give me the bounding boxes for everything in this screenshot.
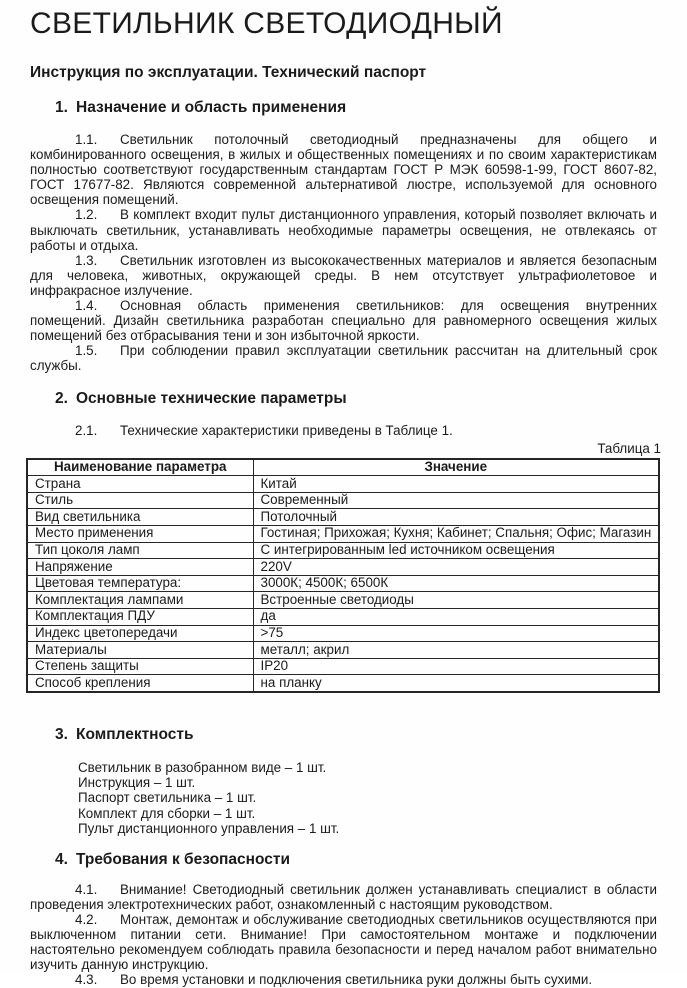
paragraph-number: 1.1. xyxy=(75,132,98,147)
table-row xyxy=(27,509,659,526)
table-header-value: Значение xyxy=(253,459,659,476)
table-row xyxy=(27,476,659,493)
value-cell: Гостиная; Прихожая; Кухня; Кабинет; Спальня; Офис; Магазин xyxy=(253,525,659,542)
paragraph-text: Внимание! Светодиодный светильник должен устанавливать специалист в области проведения электротехнических работ, ознакомленный с настоящим руководством. xyxy=(30,881,657,913)
table-row xyxy=(27,642,659,659)
table-row xyxy=(27,542,659,559)
paragraph-number: 1.5. xyxy=(75,343,98,359)
section-number: 2. xyxy=(55,389,68,407)
param-cell: Место применения xyxy=(27,525,253,542)
param-cell: Материалы xyxy=(27,642,253,659)
paragraph-number: 4.2. xyxy=(75,912,98,928)
table-caption: Таблица 1 xyxy=(597,440,661,456)
list-item: Светильник в разобранном виде – 1 шт. xyxy=(78,759,327,775)
table-row xyxy=(27,559,659,576)
paragraph-text: Светильник изготовлен из высококачественных материалов и является безопасным для человека, животных, окружающей среды. В нем отсутствует ультрафиолетовое и инфракрасное излучение. xyxy=(30,252,657,298)
table-row xyxy=(27,675,659,692)
paragraph-number: 4.1. xyxy=(75,881,98,897)
value-cell: >75 xyxy=(253,625,659,642)
paragraph-2-1 xyxy=(30,423,657,438)
paragraph-1-1 xyxy=(30,132,657,207)
table-header-parameter: Наименование параметра xyxy=(27,459,253,476)
paragraph-1-4 xyxy=(30,298,657,343)
paragraph-1-2 xyxy=(30,207,657,252)
param-cell: Индекс цветопередачи xyxy=(27,625,253,642)
list-item: Комплект для сборки – 1 шт. xyxy=(78,805,256,821)
section-title: Требования к безопасности xyxy=(76,850,291,868)
paragraph-text: При соблюдении правил эксплуатации светильник рассчитан на длительный срок службы. xyxy=(30,343,657,374)
value-cell: да xyxy=(253,608,659,625)
param-cell: Степень защиты xyxy=(27,658,253,675)
param-cell: Напряжение xyxy=(27,559,253,576)
paragraph-text: Во время установки и подключения светильника руки должны быть сухими. xyxy=(120,972,593,988)
section-4-body xyxy=(30,882,657,988)
section-title: Назначение и область применения xyxy=(76,99,347,116)
value-cell: 3000К; 4500К; 6500К xyxy=(253,575,659,592)
value-cell: С интегрированным led источником освещения xyxy=(253,542,659,559)
section-number: 1. xyxy=(55,99,68,116)
paragraph-text: Монтаж, демонтаж и обслуживание светодиодных светильников осуществляются при выключенном питании сети. Внимание! При самостоятельном монтаже и подключении настоятельно рекомендуем соблюдать правила безопасности и перед началом работ внимательно изучить данную инструкцию. xyxy=(30,912,657,973)
value-cell: Современный xyxy=(253,492,659,509)
paragraph-number: 1.3. xyxy=(75,252,98,268)
table-header-row xyxy=(27,459,659,476)
paragraph-1-3 xyxy=(30,253,657,298)
param-cell: Вид светильника xyxy=(27,509,253,526)
paragraph-number: 2.1. xyxy=(75,422,98,438)
document-title: СВЕТИЛЬНИК СВЕТОДИОДНЫЙ xyxy=(30,7,503,40)
table-row xyxy=(27,592,659,609)
section-title: Основные технические параметры xyxy=(76,389,347,407)
paragraph-text: В комплект входит пульт дистанционного управления, который позволяет включать и выключать светильник, устанавливать необходимые параметры освещения, не отвлекаясь от работы и отдыха. xyxy=(30,207,657,253)
table-row xyxy=(27,658,659,675)
document-subtitle: Инструкция по эксплуатации. Технический паспорт xyxy=(30,64,427,81)
paragraph-text: Технические характеристики приведены в Таблице 1. xyxy=(120,422,453,438)
param-cell: Комплектация ПДУ xyxy=(27,608,253,625)
param-cell: Цветовая температура: xyxy=(27,575,253,592)
table-row xyxy=(27,575,659,592)
table-row xyxy=(27,625,659,642)
paragraph-4-1 xyxy=(30,882,657,912)
value-cell: на планку xyxy=(253,675,659,692)
table-row xyxy=(27,608,659,625)
param-cell: Стиль xyxy=(27,492,253,509)
list-item: Пульт дистанционного управления – 1 шт. xyxy=(78,820,340,836)
paragraph-text: Светильник потолочный светодиодный предназначены для общего и комбинированного освещения, в жилых и общественных помещениях и по своим характеристикам полностью соответствуют государственным стандартам ГОСТ Р МЭК 60598-1-99, ГОСТ 8607-82, ГОСТ 17677-82. Являются современной альтернативой люстре, используемой для основного освещения помещений. xyxy=(30,132,657,208)
section-title: Комплектность xyxy=(76,725,194,743)
param-cell: Комплектация лампами xyxy=(27,592,253,609)
param-cell: Тип цоколя ламп xyxy=(27,542,253,559)
package-contents-list xyxy=(78,760,657,836)
section-heading-2 xyxy=(55,390,657,408)
table-row xyxy=(27,525,659,542)
value-cell: 220V xyxy=(253,559,659,576)
specs-table xyxy=(26,458,660,693)
value-cell: IP20 xyxy=(253,658,659,675)
paragraph-number: 4.3. xyxy=(75,972,98,988)
paragraph-4-3 xyxy=(30,972,657,987)
section-1-body xyxy=(30,132,657,374)
paragraph-1-5 xyxy=(30,343,657,373)
paragraph-4-2 xyxy=(30,912,657,972)
section-number: 4. xyxy=(55,850,68,868)
value-cell: Потолочный xyxy=(253,509,659,526)
paragraph-number: 1.4. xyxy=(75,298,98,314)
section-number: 3. xyxy=(55,725,68,743)
table-row xyxy=(27,492,659,509)
value-cell: Встроенные светодиоды xyxy=(253,592,659,609)
value-cell: Китай xyxy=(253,476,659,493)
section-heading-3 xyxy=(55,726,657,744)
section-heading-1 xyxy=(55,99,657,117)
param-cell: Способ крепления xyxy=(27,675,253,692)
value-cell: металл; акрил xyxy=(253,642,659,659)
paragraph-number: 1.2. xyxy=(75,207,98,223)
list-item: Паспорт светильника – 1 шт. xyxy=(78,790,257,806)
section-2-body xyxy=(30,423,657,438)
list-item: Инструкция – 1 шт. xyxy=(78,775,196,791)
param-cell: Страна xyxy=(27,476,253,493)
paragraph-text: Основная область применения светильников: для освещения внутренних помещений. Дизайн светильника разработан специально для равномерного освещения жилых помещений без отбрасывания тени и зон избыточной яркости. xyxy=(30,298,657,344)
section-heading-4 xyxy=(55,851,657,869)
